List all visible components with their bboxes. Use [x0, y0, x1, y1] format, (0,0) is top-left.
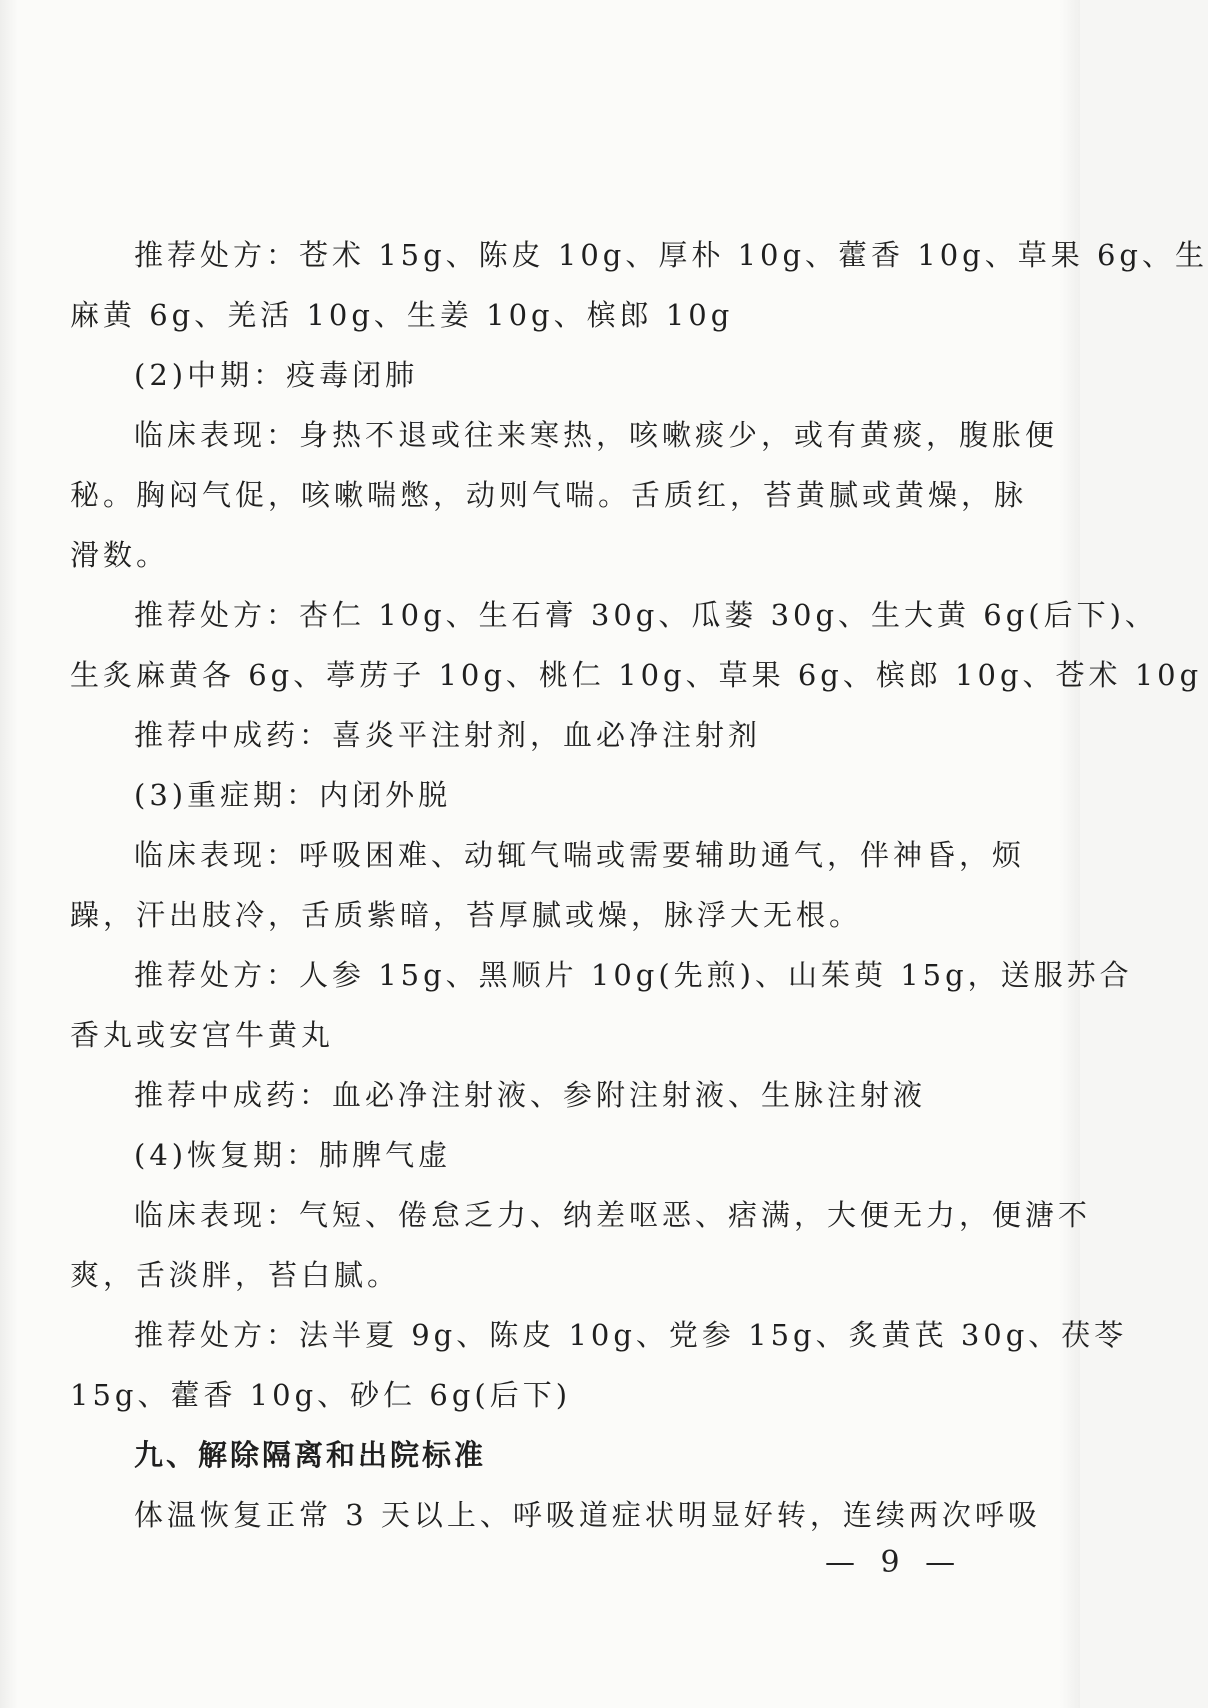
text-line: 体温恢复正常 3 天以上、呼吸道症状明显好转，连续两次呼吸: [134, 1498, 1041, 1532]
text-line: 推荐处方：法半夏 9g、陈皮 10g、党参 15g、炙黄芪 30g、茯苓: [134, 1318, 1128, 1352]
text-line: 滑数。: [70, 538, 170, 572]
section-subtitle: (4)恢复期：肺脾气虚: [134, 1138, 452, 1172]
text-line: 临床表现：身热不退或往来寒热，咳嗽痰少，或有黄痰，腹胀便: [134, 418, 1059, 452]
text-line: 生炙麻黄各 6g、葶苈子 10g、桃仁 10g、草果 6g、槟郎 10g、苍术 10g: [70, 658, 1203, 692]
text-line: 推荐中成药：喜炎平注射剂，血必净注射剂: [134, 718, 762, 752]
section-subtitle: (3)重症期：内闭外脱: [134, 778, 452, 812]
text-line: 推荐处方：杏仁 10g、生石膏 30g、瓜蒌 30g、生大黄 6g(后下)、: [134, 598, 1158, 632]
section-heading: 九、解除隔离和出院标准: [134, 1438, 487, 1472]
text-line: 临床表现：气短、倦怠乏力、纳差呕恶、痞满，大便无力，便溏不: [134, 1198, 1092, 1232]
text-line: 香丸或安宫牛黄丸: [70, 1018, 335, 1052]
text-line: 爽，舌淡胖，苔白腻。: [70, 1258, 401, 1292]
text-line: 推荐处方：苍术 15g、陈皮 10g、厚朴 10g、藿香 10g、草果 6g、生: [134, 238, 1208, 272]
text-line: 临床表现：呼吸困难、动辄气喘或需要辅助通气，伴神昏，烦: [134, 838, 1026, 872]
page-number: — 9 —: [825, 1545, 964, 1580]
section-subtitle: (2)中期：疫毒闭肺: [134, 358, 419, 392]
text-line: 躁，汗出肢冷，舌质紫暗，苔厚腻或燥，脉浮大无根。: [70, 898, 863, 932]
document-body: [70, 225, 1208, 1545]
text-line: 秘。胸闷气促，咳嗽喘憋，动则气喘。舌质红，苔黄腻或黄燥，脉: [70, 478, 1028, 512]
text-line: 推荐处方：人参 15g、黑顺片 10g(先煎)、山茱萸 15g，送服苏合: [134, 958, 1133, 992]
text-line: 15g、藿香 10g、砂仁 6g(后下): [70, 1378, 572, 1412]
text-line: 麻黄 6g、羌活 10g、生姜 10g、槟郎 10g: [70, 298, 734, 332]
text-line: 推荐中成药：血必净注射液、参附注射液、生脉注射液: [134, 1078, 927, 1112]
